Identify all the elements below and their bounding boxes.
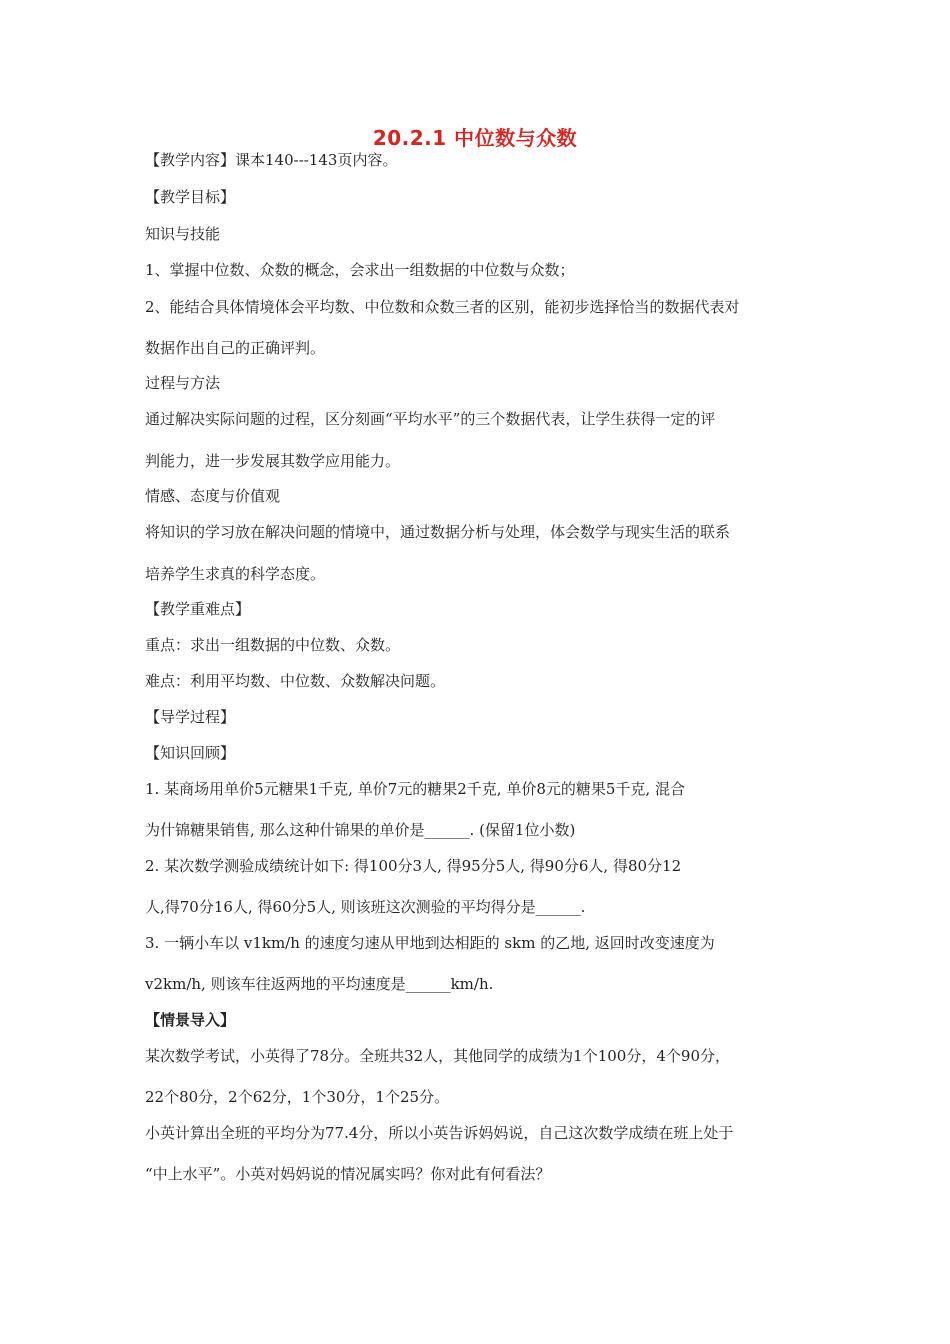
key-point: 重点：求出一组数据的中位数、众数。 bbox=[145, 636, 401, 654]
section-teaching-goals: 【教学目标】 bbox=[145, 188, 236, 206]
process-text-cont: 判能力，进一步发展其数学应用能力。 bbox=[145, 452, 401, 470]
section-knowledge-review: 【知识回顾】 bbox=[145, 744, 236, 762]
scenario-text-cont: 22个80分，2个62分，1个30分，1个25分。 bbox=[145, 1088, 450, 1106]
teaching-content: 【教学内容】课本140---143页内容。 bbox=[145, 151, 398, 169]
subheading-attitude-values: 情感、态度与价值观 bbox=[145, 487, 281, 505]
goal-item-2: 2、能结合具体情境体会平均数、中位数和众数三者的区别，能初步选择恰当的数据代表对 bbox=[145, 298, 740, 316]
difficult-point: 难点：利用平均数、中位数、众数解决问题。 bbox=[145, 672, 446, 690]
attitude-text: 将知识的学习放在解决问题的情境中，通过数据分析与处理，体会数学与现实生活的联系 bbox=[145, 523, 731, 541]
goal-item-2-cont: 数据作出自己的正确评判。 bbox=[145, 339, 326, 357]
section-scenario-intro: 【情景导入】 bbox=[145, 1011, 236, 1029]
question-2: 2. 某次数学测验成绩统计如下: 得100分3人, 得95分5人, 得90分6人, 得80分12 bbox=[145, 857, 682, 875]
attitude-text-cont: 培养学生求真的科学态度。 bbox=[145, 565, 326, 583]
subheading-knowledge-skills: 知识与技能 bbox=[145, 225, 221, 243]
scenario-text-2: 小英计算出全班的平均分为77.4分，所以小英告诉妈妈说，自己这次数学成绩在班上处于 bbox=[145, 1124, 734, 1142]
question-3: 3. 一辆小车以 v1km/h 的速度匀速从甲地到达相距的 skm 的乙地, 返回时改变速度为 bbox=[145, 934, 715, 952]
question-1-cont: 为什锦糖果销售, 那么这种什锦果的单价是______. (保留1位小数) bbox=[145, 821, 576, 839]
scenario-text-2-cont: “中上水平”。小英对妈妈说的情况属实吗？你对此有何看法？ bbox=[145, 1165, 551, 1183]
section-guided-process: 【导学过程】 bbox=[145, 708, 236, 726]
process-text: 通过解决实际问题的过程，区分刻画“平均水平”的三个数据代表，让学生获得一定的评 bbox=[145, 410, 716, 428]
scenario-text: 某次数学考试，小英得了78分。全班共32人，其他同学的成绩为1个100分，4个90分， bbox=[145, 1047, 730, 1065]
question-2-cont: 人,得70分16人, 得60分5人, 则该班这次测验的平均得分是______. bbox=[145, 898, 586, 916]
question-3-cont: v2km/h, 则该车往返两地的平均速度是______km/h. bbox=[145, 975, 494, 993]
question-1: 1. 某商场用单价5元糖果1千克, 单价7元的糖果2千克, 单价8元的糖果5千克, 混合 bbox=[145, 780, 685, 798]
subheading-process-method: 过程与方法 bbox=[145, 374, 221, 392]
section-key-difficult: 【教学重难点】 bbox=[145, 600, 251, 618]
goal-item-1: 1、掌握中位数、众数的概念，会求出一组数据的中位数与众数； bbox=[145, 261, 575, 279]
document-title: 20.2.1 中位数与众数 bbox=[372, 126, 578, 150]
